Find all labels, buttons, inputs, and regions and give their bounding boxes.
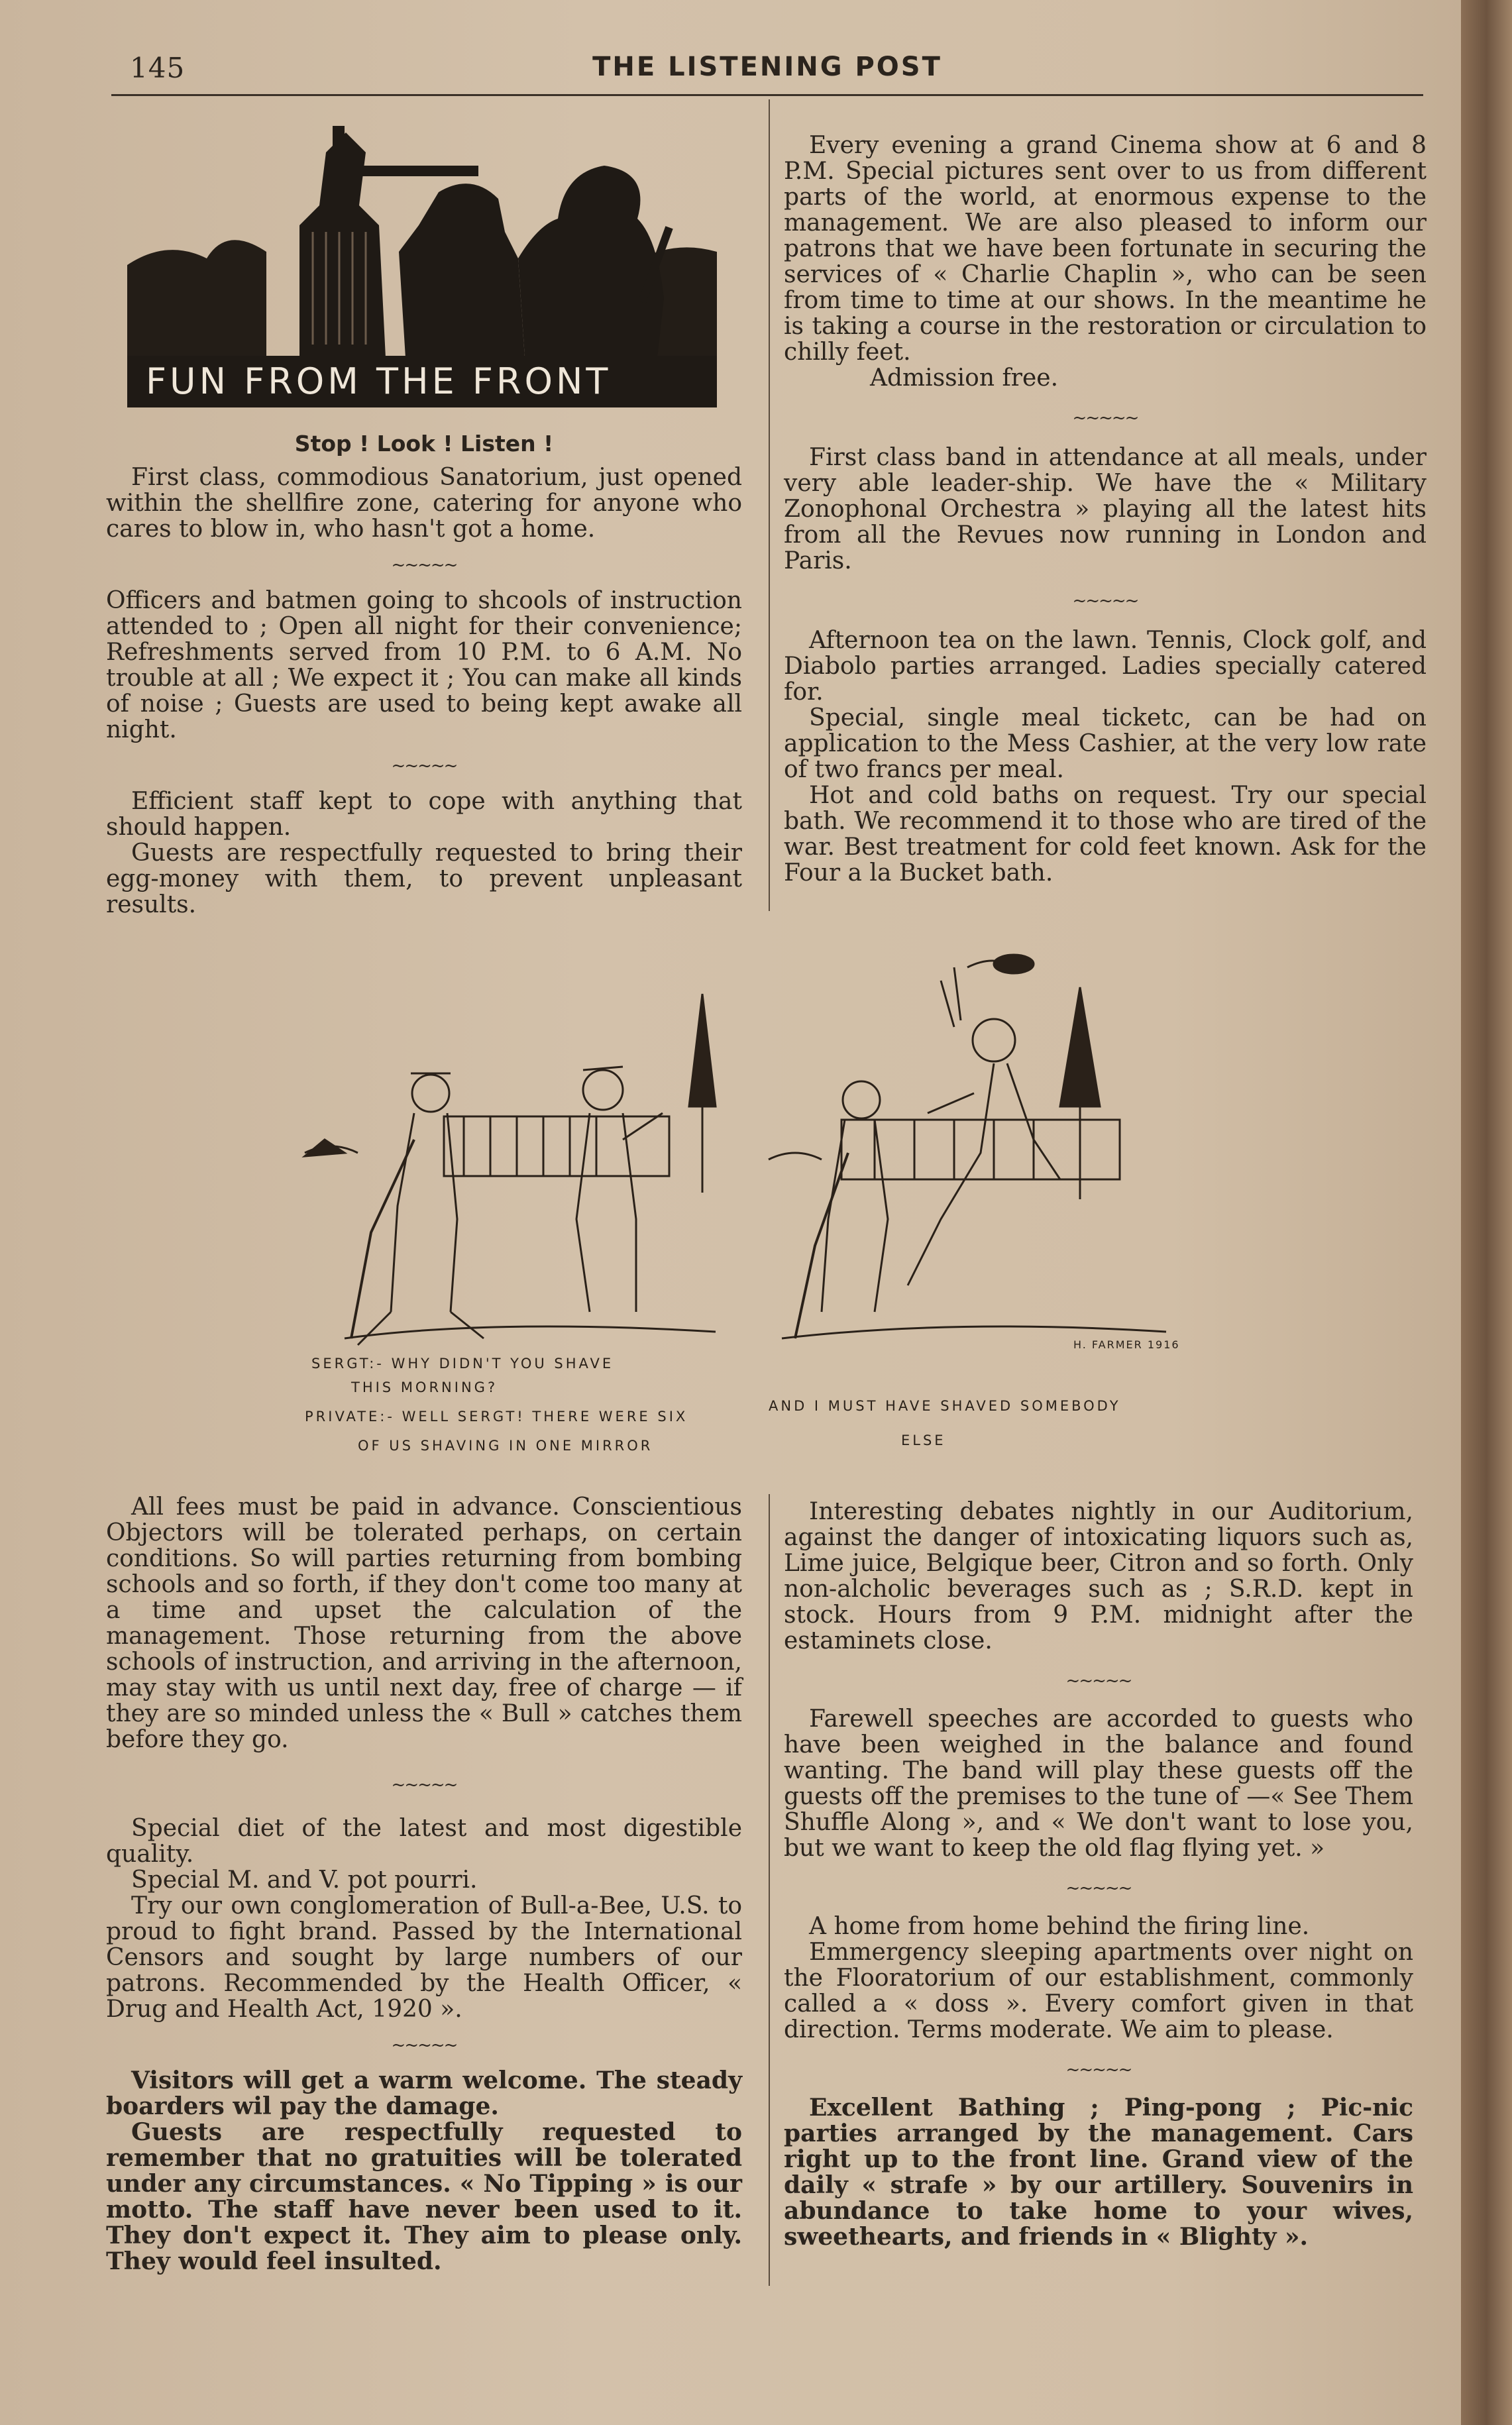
fun-from-the-front-banner (127, 126, 717, 407)
paragraph: Special diet of the latest and most digestible quality. (106, 1815, 742, 1868)
paragraph: Visitors will get a warm welcome. The steady boarders wil pay the damage. (106, 2067, 742, 2120)
paragraph: Efficient staff kept to cope with anything that should happen. (106, 788, 742, 841)
paragraph: A home from home behind the firing line. (809, 1913, 1310, 1940)
binding-spine (1461, 0, 1512, 2425)
running-title: THE LISTENING POST (592, 52, 942, 82)
right-column-bottom (784, 1499, 1413, 2250)
caption-left-line-1: SERGT:- WHY DIDN'T YOU SHAVE (311, 1356, 614, 1372)
cartoon-illustration (292, 941, 1219, 1484)
page-header (111, 46, 1423, 99)
caption-right-line-1: AND I MUST HAVE SHAVED SOMEBODY (769, 1398, 1121, 1414)
paragraph: All fees must be paid in advance. Conscientious Objectors will be tolerated perhaps, on certain conditions. So will parties returning from bombing schools and so forth, if they don't come too many at a time and upset the calculation of the management. Those returning from the above schools of instruction, and arriving in the afternoon, may stay with us until next day, free of charge — if they are so minded unless the « Bull » catches them before they go. (106, 1493, 742, 1753)
separator: ~~~~~ (391, 756, 457, 776)
paragraph: Admission free. (870, 364, 1059, 392)
paragraph: Try our own conglomeration of Bull-a-Bee, U.S. to proud to fight brand. Passed by the International Censors and sought by large numbers of our patrons. Recommended by the Health Officer, « Drug and Health Act, 1920 ». (106, 1892, 742, 2023)
paragraph: Special, single meal ticketc, can be had on application to the Mess Cashier, at the very low rate of two francs per meal. (784, 704, 1427, 783)
separator: ~~~~~ (391, 2035, 457, 2055)
caption-left-line-3: PRIVATE:- WELL SERGT! THERE WERE SIX (305, 1409, 688, 1425)
page-number: 145 (130, 52, 186, 84)
separator: ~~~~~ (1072, 591, 1138, 611)
paragraph: First class band in attendance at all meals, under very able leader-ship. We have the « Military Zonophonal Orchestra » playing all the latest hits from all the Revues now running in London and Paris. (784, 444, 1427, 574)
paragraph: Excellent Bathing ; Ping-pong ; Pic-nic parties arranged by the management. Cars right up to the front line. Grand view of the daily « strafe » by our artillery. Souvenirs in abundance to take home to your wives, sweethearts, and friends in « Blighty ». (784, 2094, 1413, 2251)
separator: ~~~~~ (391, 1775, 457, 1795)
left-column-bottom (106, 1494, 742, 2275)
header-rule (111, 94, 1423, 96)
paragraph: Hot and cold baths on request. Try our special bath. We recommend it to those who are tired of the war. Best treatment for cold feet known. Ask for the Four a la Bucket bath. (784, 782, 1427, 887)
paragraph: Farewell speeches are accorded to guests who have been weighed in the balance and found wanting. The band will play these guests off the guests off the premises to the tune of —« See Them Shuffle Along », and « We don't want to lose you, but we want to keep the old flag flying yet. » (784, 1705, 1413, 1862)
caption-left-line-4: OF US SHAVING IN ONE MIRROR (358, 1438, 653, 1454)
caption-right-line-2: ELSE (901, 1432, 946, 1448)
separator: ~~~~~ (1065, 1671, 1132, 1691)
separator: ~~~~~ (1065, 2060, 1132, 2080)
paragraph: Every evening a grand Cinema show at 6 and 8 P.M. Special pictures sent over to us from different parts of the world, at enormous expense to the management. We are also pleased to inform our patrons that we have been fortunate in securing the services of « Charlie Chaplin », who can be seen from time to time at our shows. In the meantime he is taking a course in the restoration or circulation to chilly feet. (784, 132, 1427, 366)
paragraph: Officers and batmen going to shcools of instruction attended to ; Open all night for their convenience; Refreshments served from 10 P.M. to 6 A.M. No trouble at all ; We expect it ; You can make all kinds of noise ; Guests are used to being kept awake all night. (106, 587, 742, 743)
shaving-cartoon-drawing (292, 941, 1219, 1365)
column-divider-bottom (769, 1494, 770, 2286)
paragraph: Guests are respectfully requested to remember that no gratuities will be tolerated under any circumstances. « No Tipping » is our motto. The staff have never been used to it. They don't expect it. They aim to please only. They would feel insulted. (106, 2118, 742, 2275)
paragraph: Afternoon tea on the lawn. Tennis, Clock golf, and Diabolo parties arranged. Ladies specially catered for. (784, 627, 1427, 706)
paragraph: Emmergency sleeping apartments over night on the Flooratorium of our establishment, commonly called a « doss ». Every comfort given in that direction. Terms moderate. We aim to please. (784, 1939, 1413, 2043)
paragraph: Guests are respectfully requested to bring their egg-money with them, to prevent unpleasant results. (106, 839, 742, 918)
paragraph: Interesting debates nightly in our Auditorium, against the danger of intoxicating liquors such as, Lime juice, Belgique beer, Citron and so forth. Only non-alcholic beverages such as ; S.R.D. kept in stock. Hours from 9 P.M. midnight after the estaminets close. (784, 1498, 1413, 1654)
paragraph: Special M. and V. pot pourri. (131, 1866, 478, 1894)
separator: ~~~~~ (1065, 1878, 1132, 1898)
section-heading: Stop ! Look ! Listen ! (294, 431, 554, 457)
left-column-top (106, 424, 742, 918)
paragraph: First class, commodious Sanatorium, just opened within the shellfire zone, catering for anyone who cares to blow in, who hasn't got a home. (106, 464, 742, 543)
separator: ~~~~~ (1072, 408, 1138, 428)
column-divider-top (769, 99, 770, 911)
right-column-top (784, 133, 1427, 886)
banner-title: FUN FROM THE FRONT (127, 356, 717, 407)
caption-left-line-2: THIS MORNING? (351, 1379, 498, 1395)
soldiers-silhouette-illustration (127, 126, 717, 358)
artist-signature: H. FARMER 1916 (1073, 1338, 1180, 1351)
separator: ~~~~~ (391, 555, 457, 575)
